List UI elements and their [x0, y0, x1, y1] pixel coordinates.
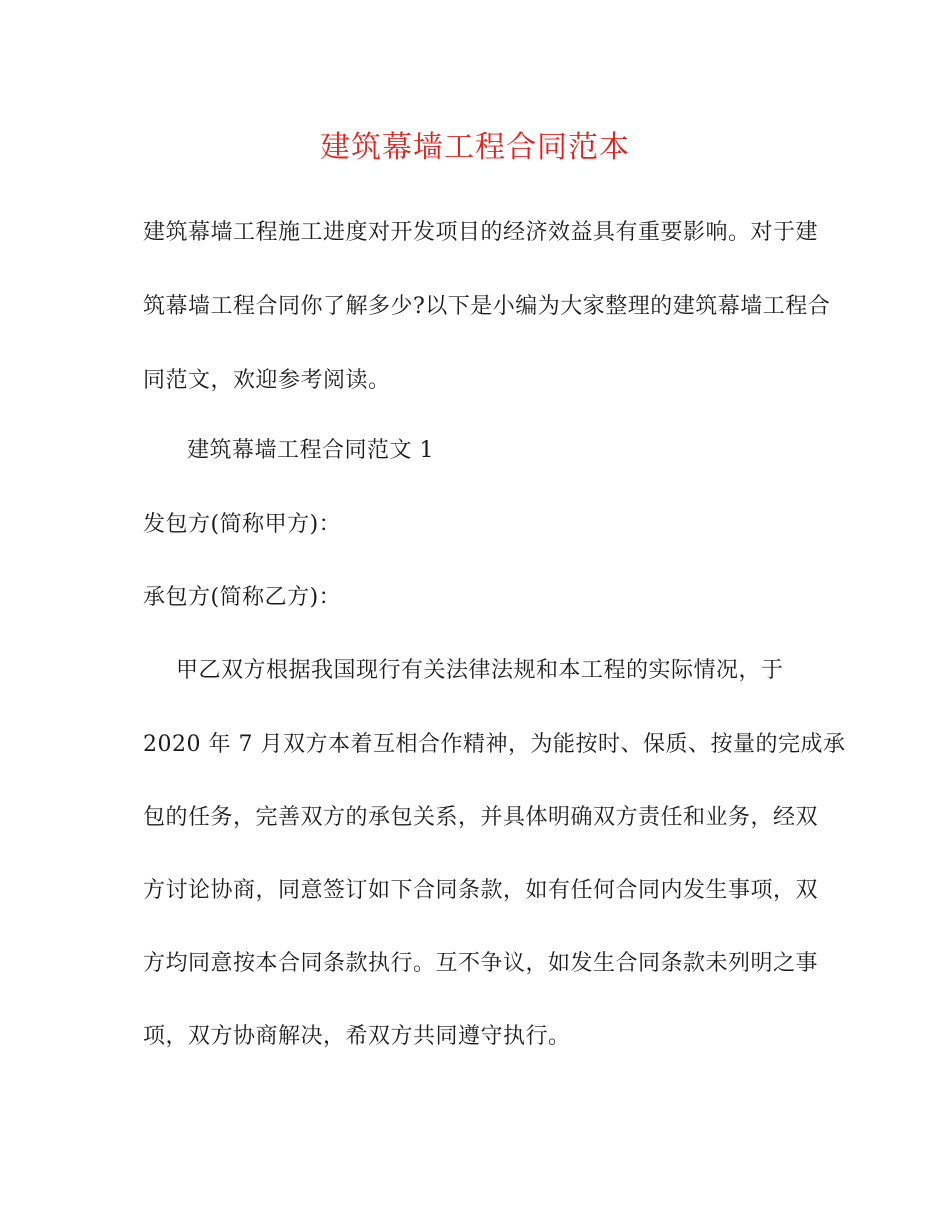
party-b-line: 承包方(简称乙方)：: [143, 585, 342, 610]
section-heading: 建筑幕墙工程合同范文 1: [187, 438, 434, 463]
paragraph-line: 2020 年 7 月双方本着互相合作精神，为能按时、保质、按量的完成承: [143, 732, 846, 757]
paragraph-line: 同范文，欢迎参考阅读。: [143, 368, 391, 393]
document-title: 建筑幕墙工程合同范本: [320, 130, 630, 165]
paragraph-line: 项，双方协商解决，希双方共同遵守执行。: [143, 1024, 571, 1049]
party-a-line: 发包方(简称甲方)：: [143, 512, 342, 537]
paragraph-line: 方均同意按本合同条款执行。互不争议，如发生合同条款未列明之事: [143, 951, 819, 976]
paragraph-line: 方讨论协商，同意签订如下合同条款，如有任何合同内发生事项，双: [143, 878, 819, 903]
paragraph-line: 甲乙双方根据我国现行有关法律法规和本工程的实际情况，于: [176, 658, 784, 683]
paragraph-line: 建筑幕墙工程施工进度对开发项目的经济效益具有重要影响。对于建: [143, 220, 819, 245]
paragraph-line: 筑幕墙工程合同你了解多少?以下是小编为大家整理的建筑幕墙工程合: [143, 294, 831, 319]
paragraph-line: 包的任务，完善双方的承包关系，并具体明确双方责任和业务，经双: [143, 805, 819, 830]
